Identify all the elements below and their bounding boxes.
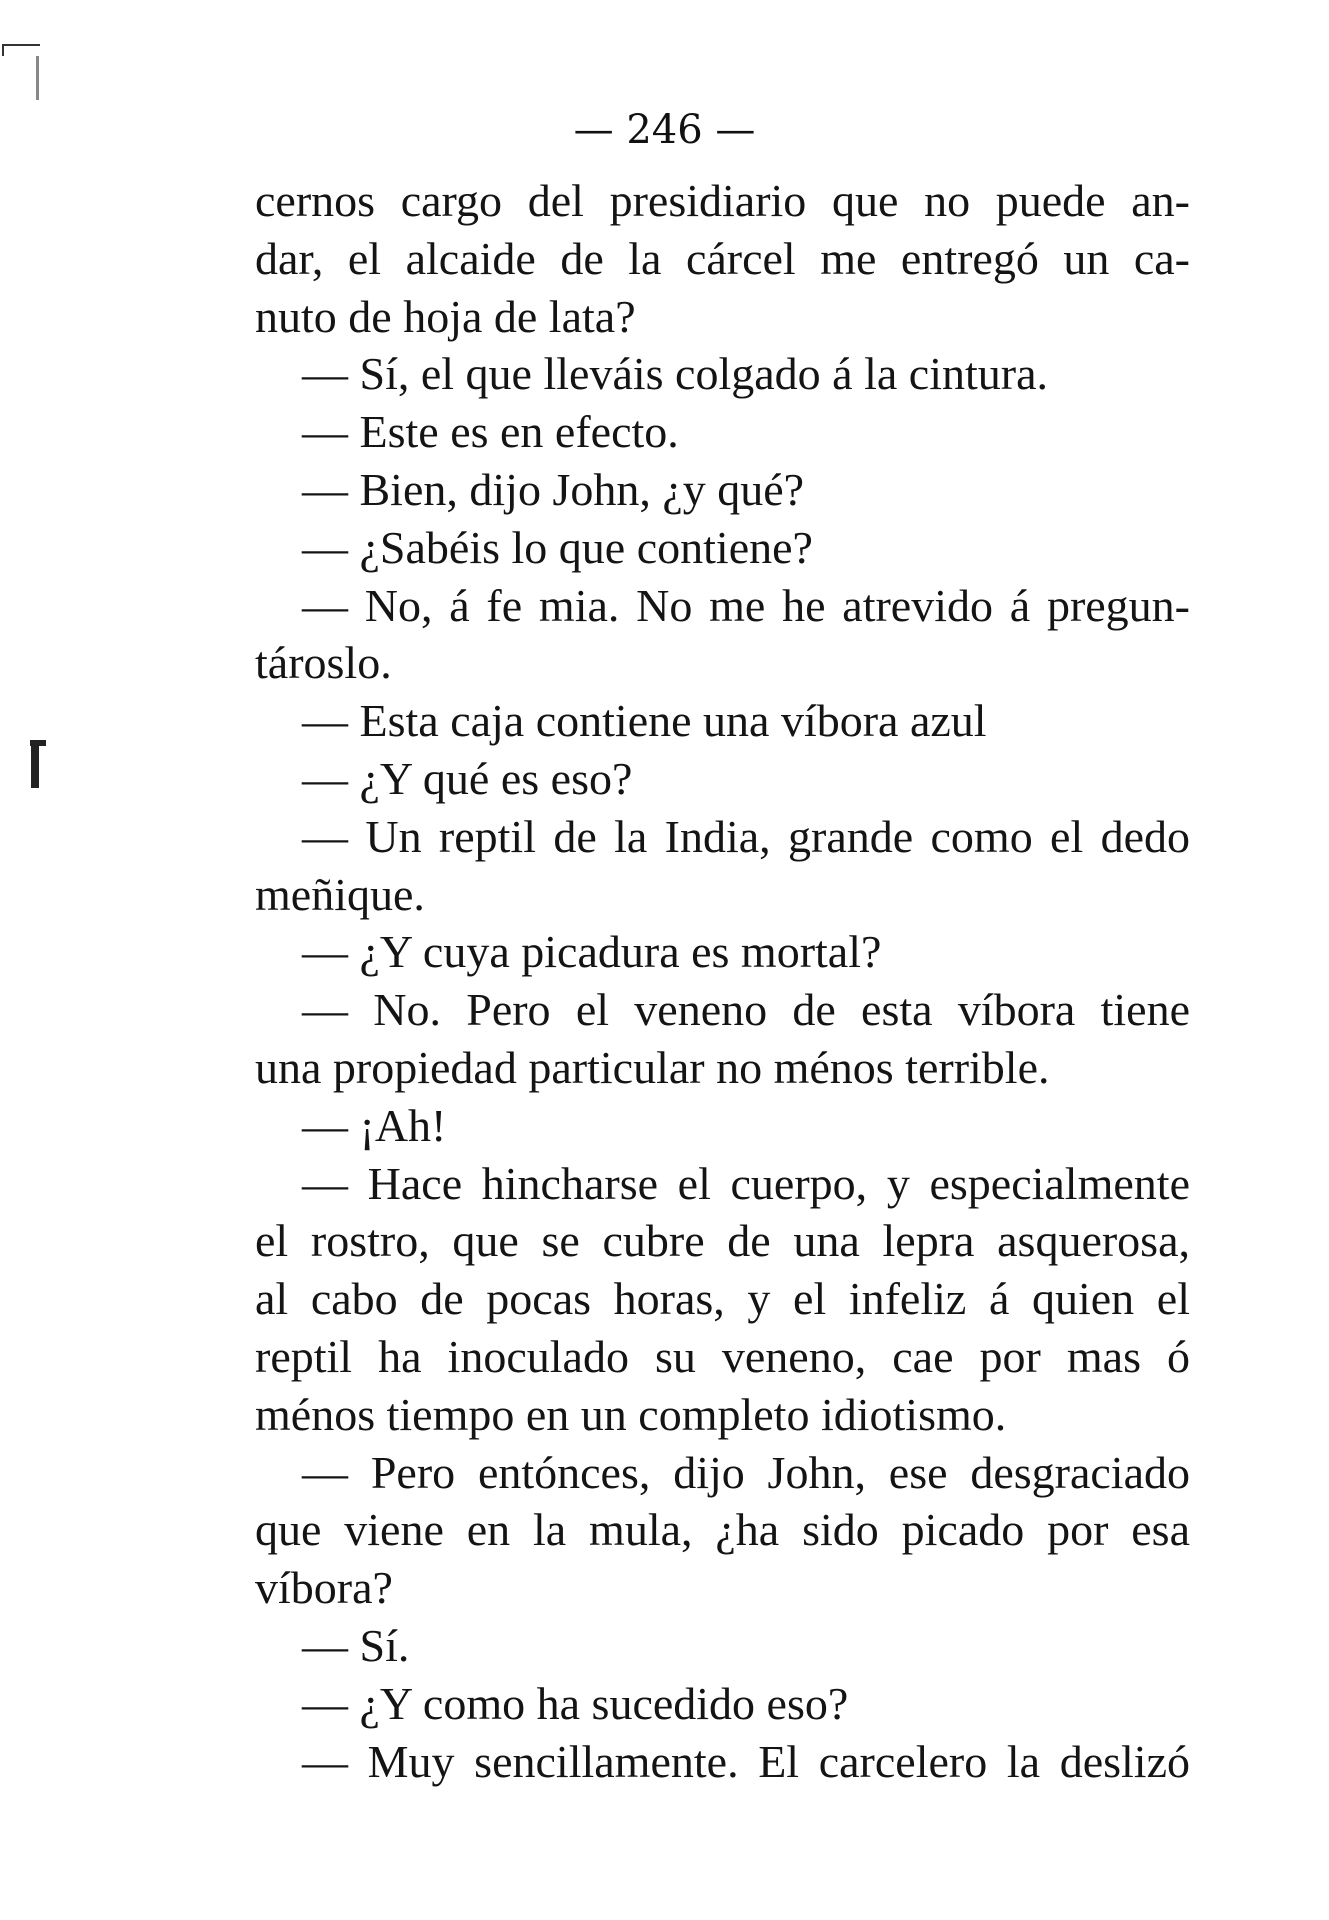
text-line: — Muy sencillamente. El carcelero la deslizó: [302, 1735, 1190, 1787]
scan-margin-mark: [36, 56, 39, 100]
text-line: tároslo.: [255, 637, 392, 689]
text-line: — ¿Y qué es eso?: [302, 752, 633, 804]
scan-edge-mark: [2, 44, 40, 56]
text-line: que viene en la mula, ¿ha sido picado por esa: [255, 1504, 1190, 1556]
text-line: — Este es en efecto.: [302, 406, 679, 458]
scan-margin-mark: [30, 740, 46, 746]
text-line: — Sí, el que lleváis colgado á la cintura.: [302, 348, 1048, 400]
scan-margin-mark: [31, 742, 39, 788]
text-line: — ¿Y como ha sucedido eso?: [302, 1677, 849, 1729]
text-line: víbora?: [255, 1562, 393, 1614]
text-line: al cabo de pocas horas, y el infeliz á quien el: [255, 1273, 1190, 1325]
text-line: — ¡Ah!: [302, 1099, 447, 1151]
text-line: — Sí.: [302, 1619, 410, 1671]
text-line: — Hace hincharse el cuerpo, y especialmente: [302, 1157, 1190, 1209]
text-line: — Bien, dijo John, ¿y qué?: [302, 463, 805, 515]
text-line: — No, á fe mia. No me he atrevido á pregun-: [302, 579, 1190, 631]
text-line: meñique.: [255, 868, 425, 920]
text-line: reptil ha inoculado su veneno, cae por mas ó: [255, 1330, 1190, 1382]
text-line: dar, el alcaide de la cárcel me entregó un ca-: [255, 232, 1190, 284]
text-line: ménos tiempo en un completo idiotismo.: [255, 1388, 1007, 1440]
body-text: [255, 172, 1190, 1790]
text-line: — ¿Y cuya picadura es mortal?: [302, 926, 882, 978]
text-line: — Esta caja contiene una víbora azul: [302, 695, 987, 747]
text-line: nuto de hoja de lata?: [255, 290, 636, 342]
text-line: — Pero entónces, dijo John, ese desgraciado: [302, 1446, 1190, 1498]
text-line: — No. Pero el veneno de esta víbora tiene: [302, 984, 1190, 1036]
text-line: — Un reptil de la India, grande como el dedo: [302, 810, 1190, 862]
text-line: — ¿Sabéis lo que contiene?: [302, 521, 813, 573]
text-line: cernos cargo del presidiario que no puede an-: [255, 175, 1190, 226]
text-line: el rostro, que se cubre de una lepra asquerosa,: [255, 1215, 1190, 1267]
text-line: una propiedad particular no ménos terrible.: [255, 1041, 1050, 1093]
page-number: — 246 —: [573, 107, 756, 153]
